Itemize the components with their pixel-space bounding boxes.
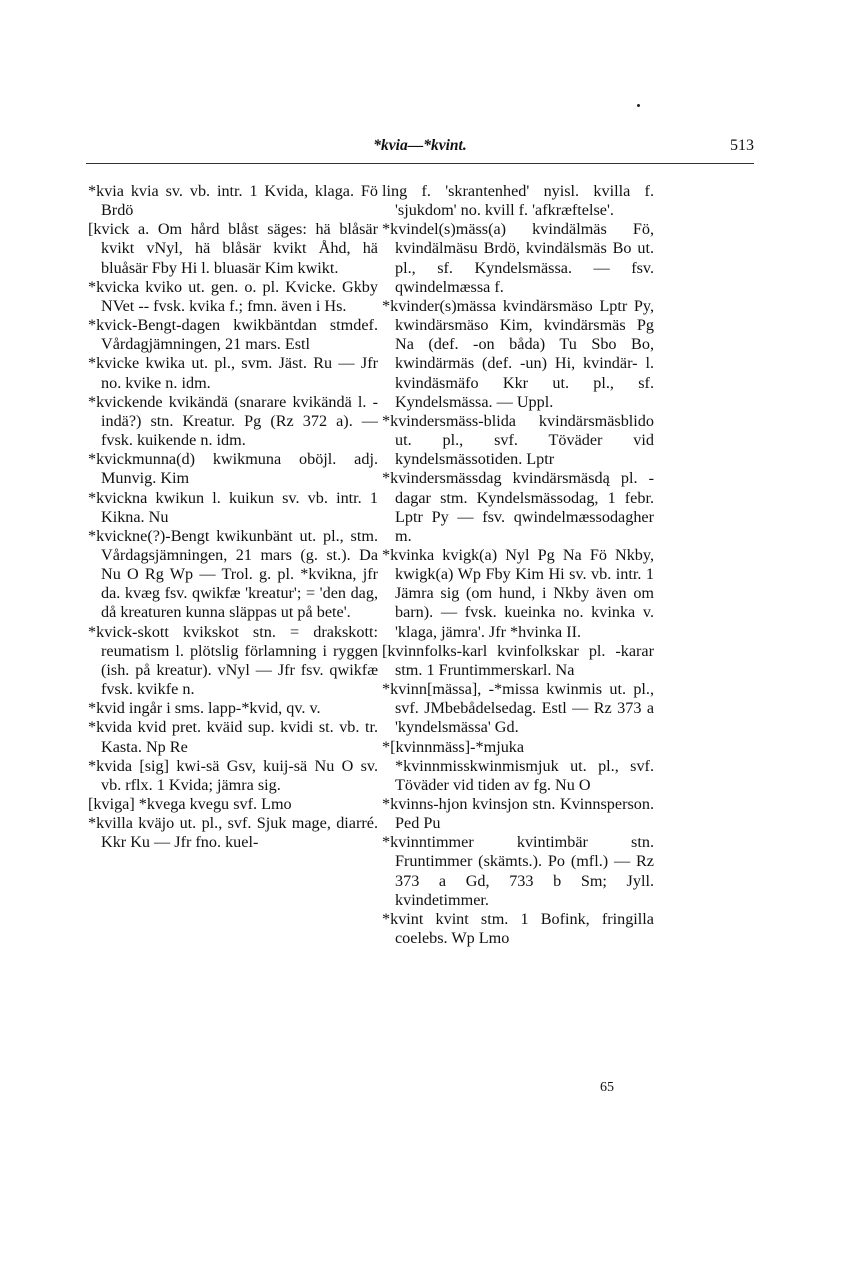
page-number: 513 <box>730 137 754 154</box>
header-rule <box>86 163 754 164</box>
dictionary-entry: *kvilla kväjo ut. pl., svf. Sjuk mage, diarré. Kkr Ku — Jfr fno. kuel- <box>88 814 378 852</box>
page-header <box>86 137 754 161</box>
dictionary-entry: *kvid ingår i sms. lapp-*kvid, qv. v. <box>88 699 321 718</box>
dictionary-entry: *kvicke kwika ut. pl., svm. Jäst. Ru — Jfr no. kvike n. idm. <box>88 354 378 392</box>
dictionary-entry: *kvida kvid pret. kväid sup. kvidi st. vb. tr. Kasta. Np Re <box>88 718 378 756</box>
dictionary-entry: *kvick-Bengt-dagen kwikbäntdan stmdef. Vårdagjämningen, 21 mars. Estl <box>88 316 378 354</box>
dictionary-entry: [kvick a. Om hård blåst säges: hä blåsär kvikt vNyl, hä blåsär kvikt Åhd, hä bluåsär Fby Hi l. bluasär Kim kwikt. <box>88 220 378 277</box>
dictionary-entry: *kvinn[mässa], -*missa kwinmis ut. pl., svf. JMbebådelsedag. Estl — Rz 373 a 'kyndelsmässa' Gd. <box>382 680 654 737</box>
dictionary-entry: *kvint kvint stm. 1 Bofink, fringilla coelebs. Wp Lmo <box>382 909 654 948</box>
right-column <box>382 182 654 948</box>
stray-dot <box>637 104 640 107</box>
dictionary-entry: *kvinder(s)mässa kvindärsmäso Lptr Py, kwindärsmäso Kim, kvindärsmäs Pg Na (def. -on båda) Tu Sbo Bo, kwindärmäs (def. -un) Hi, kvindär- l. kvindäsmäfo Kkr ut. pl., sf. Kyndelsmässa. — Uppl. <box>382 296 654 411</box>
dictionary-entry: *kvinns-hjon kvinsjon stn. Kvinnsperson. Ped Pu <box>382 795 654 833</box>
left-column <box>88 182 378 852</box>
dictionary-entry: *[kvinnmäss]-*mjuka *kvinnmisskwinmismjuk ut. pl., svf. Töväder vid tiden av fg. Nu O <box>382 737 654 794</box>
dictionary-entry: *kvickna kwikun l. kuikun sv. vb. intr. 1 Kikna. Nu <box>88 488 378 526</box>
dictionary-entry: *kvickende kvikändä (snarare kvikändä l. -indä?) stn. Kreatur. Pg (Rz 372 a). — fvsk. kuikende n. idm. <box>88 392 378 450</box>
dictionary-entry-continuation: ling f. 'skrantenhed' nyisl. kvilla f. 'sjukdom' no. kvill f. 'afkræftelse'. <box>382 182 654 220</box>
dictionary-entry: *kvindersmäss-blida kvindärsmäsblido ut. pl., svf. Töväder vid kyndelsmässotiden. Lptr <box>382 411 654 469</box>
dictionary-entry: *kvia kvia sv. vb. intr. 1 Kvida, klaga. Fö Brdö <box>88 182 378 220</box>
dictionary-entry: *kvida [sig] kwi-sä Gsv, kuij-sä Nu O sv. vb. rflx. 1 Kvida; jämra sig. <box>88 756 378 794</box>
dictionary-entry: *kvindersmässdag kvindärsmäsdą pl. -dagar stm. Kyndelsmässodag, 1 febr. Lptr Py — fsv. qwindelmæssodagher m. <box>382 469 654 545</box>
dictionary-entry: *kvinntimmer kvintimbär stn. Fruntimmer (skämts.). Po (mfl.) — Rz 373 a Gd, 733 b Sm; Jyll. kvindetimmer. <box>382 833 654 909</box>
dictionary-entry: *kvinka kvigk(a) Nyl Pg Na Fö Nkby, kwigk(a) Wp Fby Kim Hi sv. vb. intr. 1 Jämra sig (om hund, i Nkby även om barn). — fvsk. kueinka no. kvinka v. 'klaga, jämra'. Jfr *hvinka II. <box>382 545 654 641</box>
dictionary-entry: *kvindel(s)mäss(a) kvindälmäs Fö, kvindälmäsu Brdö, kvindälsmäs Bo ut. pl., sf. Kyndelsmässa. — fsv. qwindelmæssa f. <box>382 220 654 296</box>
signature-mark: 65 <box>600 1080 614 1095</box>
dictionary-entry: *kvick-skott kvikskot stn. = drakskott: reumatism l. plötslig förlamning i ryggen (ish. på kreatur). vNyl — Jfr fsv. qwikfæ fvsk. kvikfe n. <box>88 622 378 699</box>
dictionary-entry: *kvickmunna(d) kwikmuna oböjl. adj. Munvig. Kim <box>88 450 378 488</box>
dictionary-entry: *kvicka kviko ut. gen. o. pl. Kvicke. Gkby NVet -- fvsk. kvika f.; fmn. även i Hs. <box>88 277 378 315</box>
running-title: *kvia—*kvint. <box>373 137 467 154</box>
dictionary-entry: [kviga] *kvega kvegu svf. Lmo <box>88 795 292 813</box>
dictionary-entry: [kvinnfolks-karl kvinfolkskar pl. -karar stm. 1 Fruntimmerskarl. Na <box>382 641 654 679</box>
dictionary-entry: *kvickne(?)-Bengt kwikunbänt ut. pl., stm. Vårdagsjämningen, 21 mars (g. st.). Da Nu O Rg Wp — Trol. g. pl. *kvikna, jfr da. kvæg fsv. qwikfæ 'kreatur'; = 'den dag, då kreaturen kunna släppas ut på bete'. <box>88 526 378 622</box>
